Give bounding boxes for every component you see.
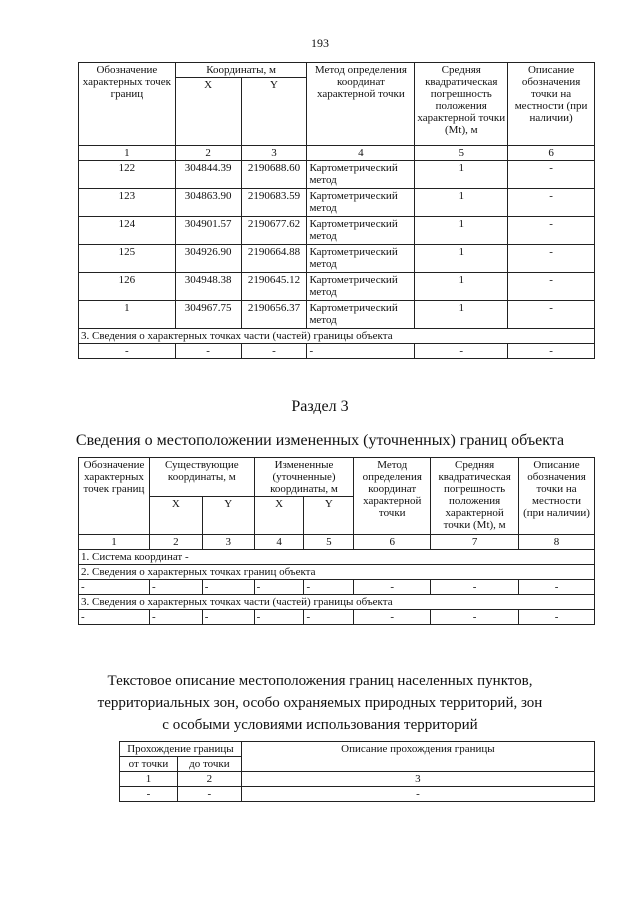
table-row: [79, 161, 595, 189]
point-id: 124: [79, 217, 176, 245]
point-id: 1: [79, 301, 176, 329]
mt-value: 1: [415, 245, 508, 273]
coordinates-table-1: [78, 62, 595, 359]
col-number: 5: [304, 535, 354, 550]
method: Картометрический метод: [307, 273, 415, 301]
dash-cell: -: [304, 580, 354, 595]
col-number: 8: [519, 535, 595, 550]
header-to-point: до точки: [177, 757, 241, 772]
table-row: [79, 344, 595, 359]
header-y: Y: [241, 78, 307, 146]
coord-x: 304863.90: [175, 189, 241, 217]
coord-x: 304967.75: [175, 301, 241, 329]
dash-cell: -: [79, 610, 150, 625]
col-number: 2: [149, 535, 202, 550]
coordinates-table-2: [78, 457, 595, 625]
method: Картометрический метод: [307, 161, 415, 189]
section-heading: Раздел 3: [291, 398, 349, 415]
dash-cell: -: [79, 344, 176, 359]
mt-value: 1: [415, 301, 508, 329]
dash-cell: -: [415, 344, 508, 359]
section-3-label: 3. Сведения о характерных точках части (частей) границы объекта: [79, 595, 595, 610]
header-from-point: от точки: [120, 757, 178, 772]
dash-cell: -: [175, 344, 241, 359]
header-error: Средняя квадратическая погрешность положения характерной точки (Mt), м: [431, 458, 519, 535]
point-id: 123: [79, 189, 176, 217]
title-line: с особыми условиями использования территорий: [162, 717, 478, 733]
col-number: 1: [120, 772, 178, 787]
col-number: 3: [241, 146, 307, 161]
point-id: 125: [79, 245, 176, 273]
dash-cell: -: [120, 787, 178, 802]
header-method: Метод определения координат характерной точки: [354, 458, 431, 535]
boundary-passage-table: [119, 741, 595, 802]
header-existing-coords: Существующие координаты, м: [149, 458, 254, 497]
mt-value: 1: [415, 189, 508, 217]
header-coordinates: Координаты, м: [175, 63, 307, 78]
dash-cell: -: [519, 580, 595, 595]
point-description: -: [508, 161, 595, 189]
table-row: [79, 610, 595, 625]
coord-y: 2190688.60: [241, 161, 307, 189]
coord-x: 304901.57: [175, 217, 241, 245]
coord-x: 304948.38: [175, 273, 241, 301]
coord-y: 2190664.88: [241, 245, 307, 273]
mt-value: 1: [415, 161, 508, 189]
mt-value: 1: [415, 273, 508, 301]
table-row: [79, 217, 595, 245]
header-x: X: [254, 497, 304, 535]
title-line: Текстовое описание местоположения границ населенных пунктов,: [107, 673, 533, 689]
method: Картометрический метод: [307, 189, 415, 217]
table-row: [79, 189, 595, 217]
dash-cell: -: [431, 580, 519, 595]
header-passage: Прохождение границы: [120, 742, 242, 757]
header-designation: Обозначение характерных точек границ: [79, 63, 176, 146]
dash-cell: -: [307, 344, 415, 359]
dash-cell: -: [149, 580, 202, 595]
col-number: 4: [307, 146, 415, 161]
dash-cell: -: [241, 344, 307, 359]
point-description: -: [508, 245, 595, 273]
col-number: 5: [415, 146, 508, 161]
coord-y: 2190645.12: [241, 273, 307, 301]
coord-y: 2190677.62: [241, 217, 307, 245]
coord-x: 304844.39: [175, 161, 241, 189]
dash-cell: -: [177, 787, 241, 802]
col-number: 3: [241, 772, 594, 787]
col-number: 2: [175, 146, 241, 161]
dash-cell: -: [519, 610, 595, 625]
header-description: Описание обозначения точки на местности (при наличии): [508, 63, 595, 146]
dash-cell: -: [202, 580, 254, 595]
point-description: -: [508, 301, 595, 329]
col-number: 7: [431, 535, 519, 550]
text-description-title: [0, 670, 640, 736]
dash-cell: -: [149, 610, 202, 625]
header-method: Метод определения координат характерной точки: [307, 63, 415, 146]
point-description: -: [508, 217, 595, 245]
header-x: X: [149, 497, 202, 535]
header-passage-description: Описание прохождения границы: [241, 742, 594, 772]
mt-value: 1: [415, 217, 508, 245]
coord-y: 2190656.37: [241, 301, 307, 329]
coord-x: 304926.90: [175, 245, 241, 273]
table-row: [120, 787, 595, 802]
col-number: 4: [254, 535, 304, 550]
method: Картометрический метод: [307, 217, 415, 245]
section-2-label: 2. Сведения о характерных точках границ объекта: [79, 565, 595, 580]
table-row: [79, 301, 595, 329]
dash-cell: -: [241, 787, 594, 802]
title-line: территориальных зон, особо охраняемых природных территорий, зон: [97, 695, 543, 711]
point-description: -: [508, 273, 595, 301]
page-number: 193: [311, 36, 329, 50]
section-3-label: 3. Сведения о характерных точках части (частей) границы объекта: [79, 329, 595, 344]
dash-cell: -: [304, 610, 354, 625]
dash-cell: -: [431, 610, 519, 625]
col-number: 1: [79, 535, 150, 550]
table-row: [79, 580, 595, 595]
header-y: Y: [304, 497, 354, 535]
point-id: 122: [79, 161, 176, 189]
method: Картометрический метод: [307, 245, 415, 273]
point-description: -: [508, 189, 595, 217]
dash-cell: -: [79, 580, 150, 595]
dash-cell: -: [254, 610, 304, 625]
col-number: 6: [508, 146, 595, 161]
method: Картометрический метод: [307, 301, 415, 329]
header-error: Средняя квадратическая погрешность положения характерной точки (Mt), м: [415, 63, 508, 146]
header-designation: Обозначение характерных точек границ: [79, 458, 150, 535]
coord-system-label: 1. Система координат -: [79, 550, 595, 565]
col-number: 6: [354, 535, 431, 550]
dash-cell: -: [508, 344, 595, 359]
header-description: Описание обозначения точки на местности (при наличии): [519, 458, 595, 535]
dash-cell: -: [202, 610, 254, 625]
dash-cell: -: [354, 580, 431, 595]
header-changed-coords: Измененные (уточненные) координаты, м: [254, 458, 354, 497]
col-number: 2: [177, 772, 241, 787]
section-subheading: Сведения о местоположении измененных (уточненных) границ объекта: [75, 432, 565, 449]
table-row: [79, 245, 595, 273]
header-y: Y: [202, 497, 254, 535]
table-row: [79, 273, 595, 301]
header-x: X: [175, 78, 241, 146]
col-number: 3: [202, 535, 254, 550]
dash-cell: -: [354, 610, 431, 625]
point-id: 126: [79, 273, 176, 301]
dash-cell: -: [254, 580, 304, 595]
coord-y: 2190683.59: [241, 189, 307, 217]
col-number: 1: [79, 146, 176, 161]
